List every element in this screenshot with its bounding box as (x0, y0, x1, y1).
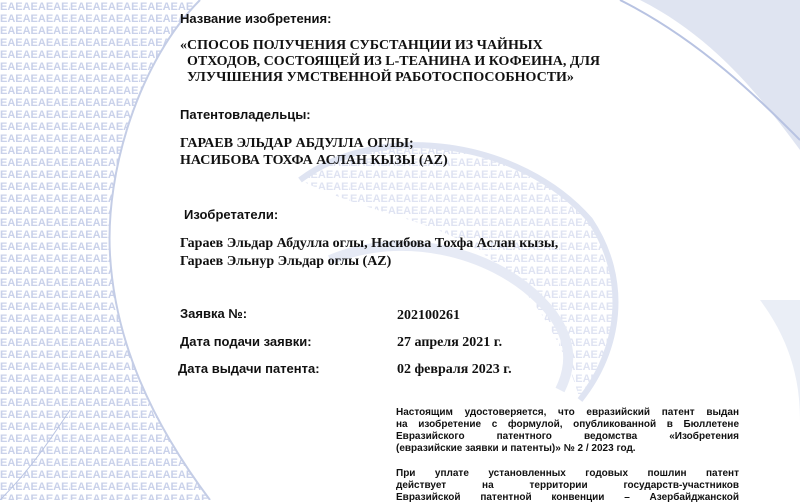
owner-line-2: НАСИБОВА ТОХФА АСЛАН КЫЗЫ (AZ) (180, 153, 448, 168)
note-line: Настоящим удостоверяется, что евразийский патент выдан (396, 407, 739, 418)
note-line: на изобретение с формулой, опубликованной в Бюллетене (396, 419, 739, 430)
invention-title-line-1: «СПОСОБ ПОЛУЧЕНИЯ СУБСТАНЦИИ ИЗ ЧАЙНЫХ (180, 38, 543, 53)
inventor-line-1: Гараев Эльдар Абдулла оглы, Насибова Тохфа Аслан кызы, (180, 236, 559, 251)
filing-date-label: Дата подачи заявки: (180, 334, 312, 349)
note-line: При уплате установленных годовых пошлин патент (396, 468, 739, 479)
application-number: 202100261 (397, 308, 460, 323)
issue-date: 02 февраля 2023 г. (397, 362, 512, 377)
inventor-line-2: Гараев Эльнур Эльдар оглы (AZ) (180, 254, 392, 269)
issue-date-label: Дата выдачи патента: (178, 361, 320, 376)
certification-note (396, 407, 739, 455)
validity-note (396, 468, 739, 504)
invention-title-line-2: ОТХОДОВ, СОСТОЯЩЕЙ ИЗ L-ТЕАНИНА И КОФЕИНА, ДЛЯ (187, 54, 601, 69)
note-line: Евразийской патентной конвенции – Азербайджанской (396, 492, 739, 503)
owners-label: Патентовладельцы: (180, 107, 311, 122)
owner-line-1: ГАРАЕВ ЭЛЬДАР АБДУЛЛА ОГЛЫ; (180, 136, 414, 151)
note-line: действует на территории государств-участников (396, 480, 739, 491)
filing-date: 27 апреля 2021 г. (397, 335, 503, 350)
invention-title-line-3: УЛУЧШЕНИЯ УМСТВЕННОЙ РАБОТОСПОСОБНОСТИ» (187, 70, 574, 85)
title-label: Название изобретения: (180, 11, 332, 26)
inventors-label: Изобретатели: (184, 207, 279, 222)
note-line: (евразийские заявки и патенты)» № 2 / 2023 год. (396, 443, 636, 454)
application-label: Заявка №: (180, 306, 248, 321)
note-line: Евразийского патентного ведомства «Изобретения (396, 431, 739, 442)
